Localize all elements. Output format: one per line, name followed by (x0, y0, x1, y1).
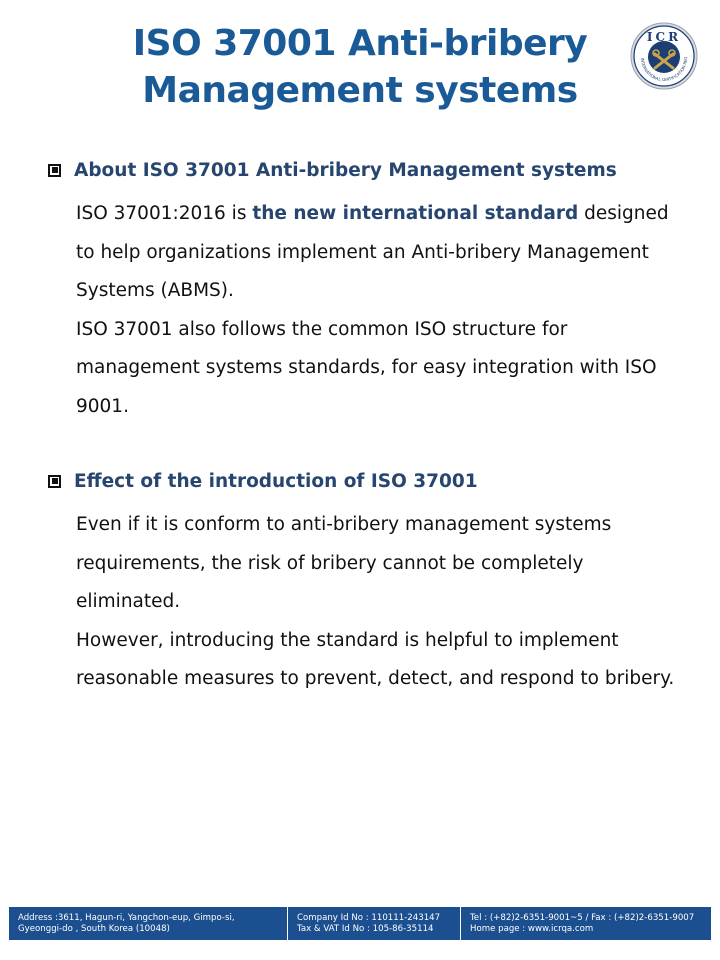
footer-bar (9, 907, 711, 940)
checkbox-bullet-icon (48, 164, 61, 177)
section-heading-text: Effect of the introduction of ISO 37001 (74, 470, 478, 492)
icr-seal-icon (630, 22, 698, 90)
about-text-before: ISO 37001:2016 is (76, 203, 253, 224)
footer-ids (288, 907, 461, 940)
about-paragraph-1 (76, 195, 688, 311)
footer-company-id: Company Id No : 110111-243147 (297, 912, 441, 923)
section-body (76, 195, 688, 426)
effect-paragraph-2: However, introducing the standard is helpful to implement reasonable measures to prevent, detect, and respond to bribery. (76, 629, 675, 689)
page-title (60, 20, 660, 114)
about-paragraph-2: ISO 37001 also follows the common ISO structure for management systems standards, for easy integration with ISO 9001. (76, 318, 657, 417)
page-title-line-1: ISO 37001 Anti-bribery (132, 23, 588, 64)
footer-address-line-1: Address :3611, Hagun-ri, Yangchon-eup, Gimpo-si, (18, 912, 235, 923)
footer-tax-id: Tax & VAT Id No : 105-86-35114 (297, 923, 434, 934)
section-body (76, 506, 688, 699)
section-about (48, 157, 688, 426)
footer-address-line-2: Gyeonggi-do , South Korea (10048) (18, 923, 170, 934)
icr-logo (630, 22, 698, 90)
footer-contact (461, 907, 711, 940)
section-effect (48, 468, 688, 699)
logo-ring-text: INTERNATIONAL CERTIFICATION REG (639, 56, 689, 83)
section-heading (48, 468, 688, 494)
footer-homepage[interactable]: Home page : www.icrqa.com (470, 923, 594, 934)
checkbox-bullet-icon (48, 475, 61, 488)
effect-paragraph-1: Even if it is conform to anti-bribery management systems requirements, the risk of bribery cannot be completely eliminated. (76, 514, 612, 612)
section-heading-text: About ISO 37001 Anti-bribery Management systems (74, 159, 617, 181)
section-heading (48, 157, 688, 183)
logo-monogram: ICR (646, 30, 682, 44)
page-title-line-2: Management systems (142, 70, 578, 111)
footer-address (9, 907, 288, 940)
about-text-after: designed to help organizations implement an Anti-bribery Management Systems (ABMS). (76, 203, 669, 301)
footer-tel-fax: Tel : (+82)2-6351-9001~5 / Fax : (+82)2-6351-9007 (470, 912, 695, 923)
about-highlight: the new international standard (252, 203, 579, 224)
